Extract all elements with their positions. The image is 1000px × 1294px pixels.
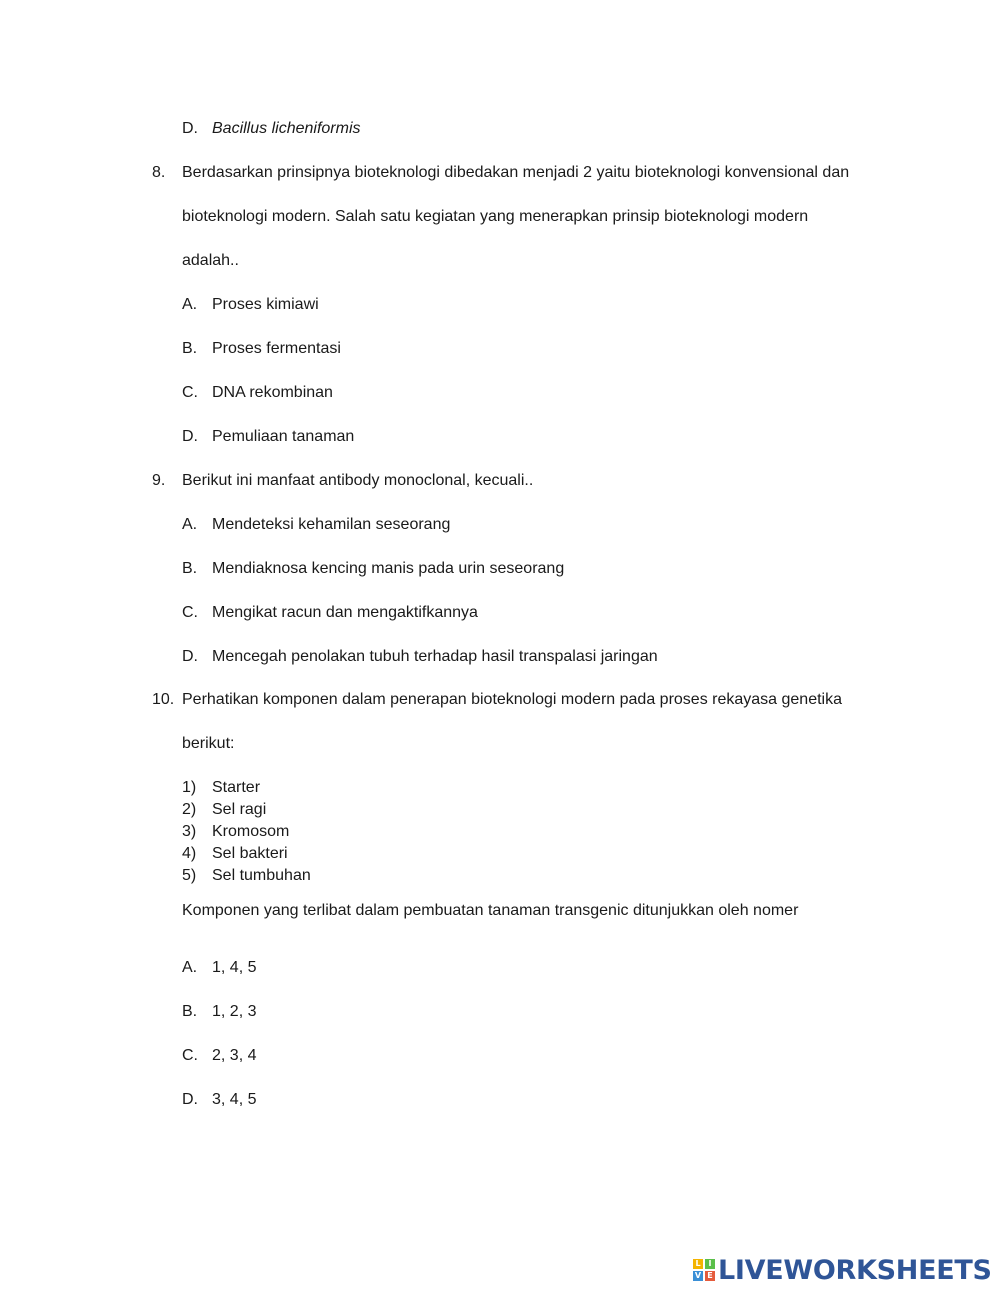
option-text: Mendeteksi kehamilan seseorang (212, 516, 451, 533)
option-text: Pemuliaan tanaman (212, 428, 355, 445)
option-label: A. (182, 296, 198, 313)
question-text-line: bioteknologi modern. Salah satu kegiatan yang menerapkan prinsip bioteknologi modern (182, 208, 809, 225)
component-label: 3) (182, 823, 197, 840)
option-label: A. (182, 516, 198, 533)
option-text: Mengikat racun dan mengaktifkannya (212, 604, 478, 621)
option-text: 1, 2, 3 (212, 1003, 257, 1020)
option-label: C. (182, 604, 198, 621)
component-text: Starter (212, 779, 261, 796)
component-text: Kromosom (212, 823, 290, 840)
option-label: D. (182, 1091, 198, 1108)
question-text-line: Berikut ini manfaat antibody monoclonal, kecuali.. (182, 472, 534, 489)
question-number: 10. (152, 691, 175, 708)
question-text-line: berikut: (182, 735, 235, 752)
option-text: DNA rekombinan (212, 384, 333, 401)
logo-mark-icon (693, 1259, 715, 1281)
option-text: Proses kimiawi (212, 296, 319, 313)
option-text: Mencegah penolakan tubuh terhadap hasil transpalasi jaringan (212, 648, 658, 665)
option-text: 2, 3, 4 (212, 1047, 257, 1064)
question-number: 8. (152, 164, 166, 181)
option-text: Mendiaknosa kencing manis pada urin seseorang (212, 560, 565, 577)
question-text-line: Berdasarkan prinsipnya bioteknologi dibedakan menjadi 2 yaitu bioteknologi konvensional dan (182, 164, 850, 181)
option-text: 1, 4, 5 (212, 959, 257, 976)
option-label: D. (182, 120, 198, 137)
option-label: D. (182, 648, 198, 665)
component-label: 5) (182, 867, 197, 884)
option-label: A. (182, 959, 198, 976)
logo-tile: L (693, 1259, 703, 1269)
component-text: Sel tumbuhan (212, 867, 311, 884)
option-text: 3, 4, 5 (212, 1091, 257, 1108)
liveworksheets-logo[interactable] (693, 1253, 992, 1287)
component-text: Sel bakteri (212, 845, 288, 862)
logo-text: LIVEWORKSHEETS (718, 1254, 992, 1286)
option-label: B. (182, 560, 198, 577)
option-label: D. (182, 428, 198, 445)
component-label: 1) (182, 779, 197, 796)
component-text: Sel ragi (212, 801, 267, 818)
question-prompt: Komponen yang terlibat dalam pembuatan tanaman transgenic ditunjukkan oleh nomer (182, 902, 799, 919)
option-text: Proses fermentasi (212, 340, 341, 357)
logo-tile: E (705, 1271, 715, 1281)
question-text-line: adalah.. (182, 252, 239, 269)
logo-tile: V (694, 1271, 702, 1280)
question-text-line: Perhatikan komponen dalam penerapan bioteknologi modern pada proses rekayasa genetika (182, 691, 842, 708)
option-label: B. (182, 340, 198, 357)
component-label: 4) (182, 845, 197, 862)
option-label: C. (182, 384, 198, 401)
option-label: C. (182, 1047, 198, 1064)
component-label: 2) (182, 801, 197, 818)
option-text: Bacillus licheniformis (212, 120, 361, 137)
logo-tile: I (705, 1259, 715, 1269)
option-label: B. (182, 1003, 198, 1020)
question-number: 9. (152, 472, 166, 489)
